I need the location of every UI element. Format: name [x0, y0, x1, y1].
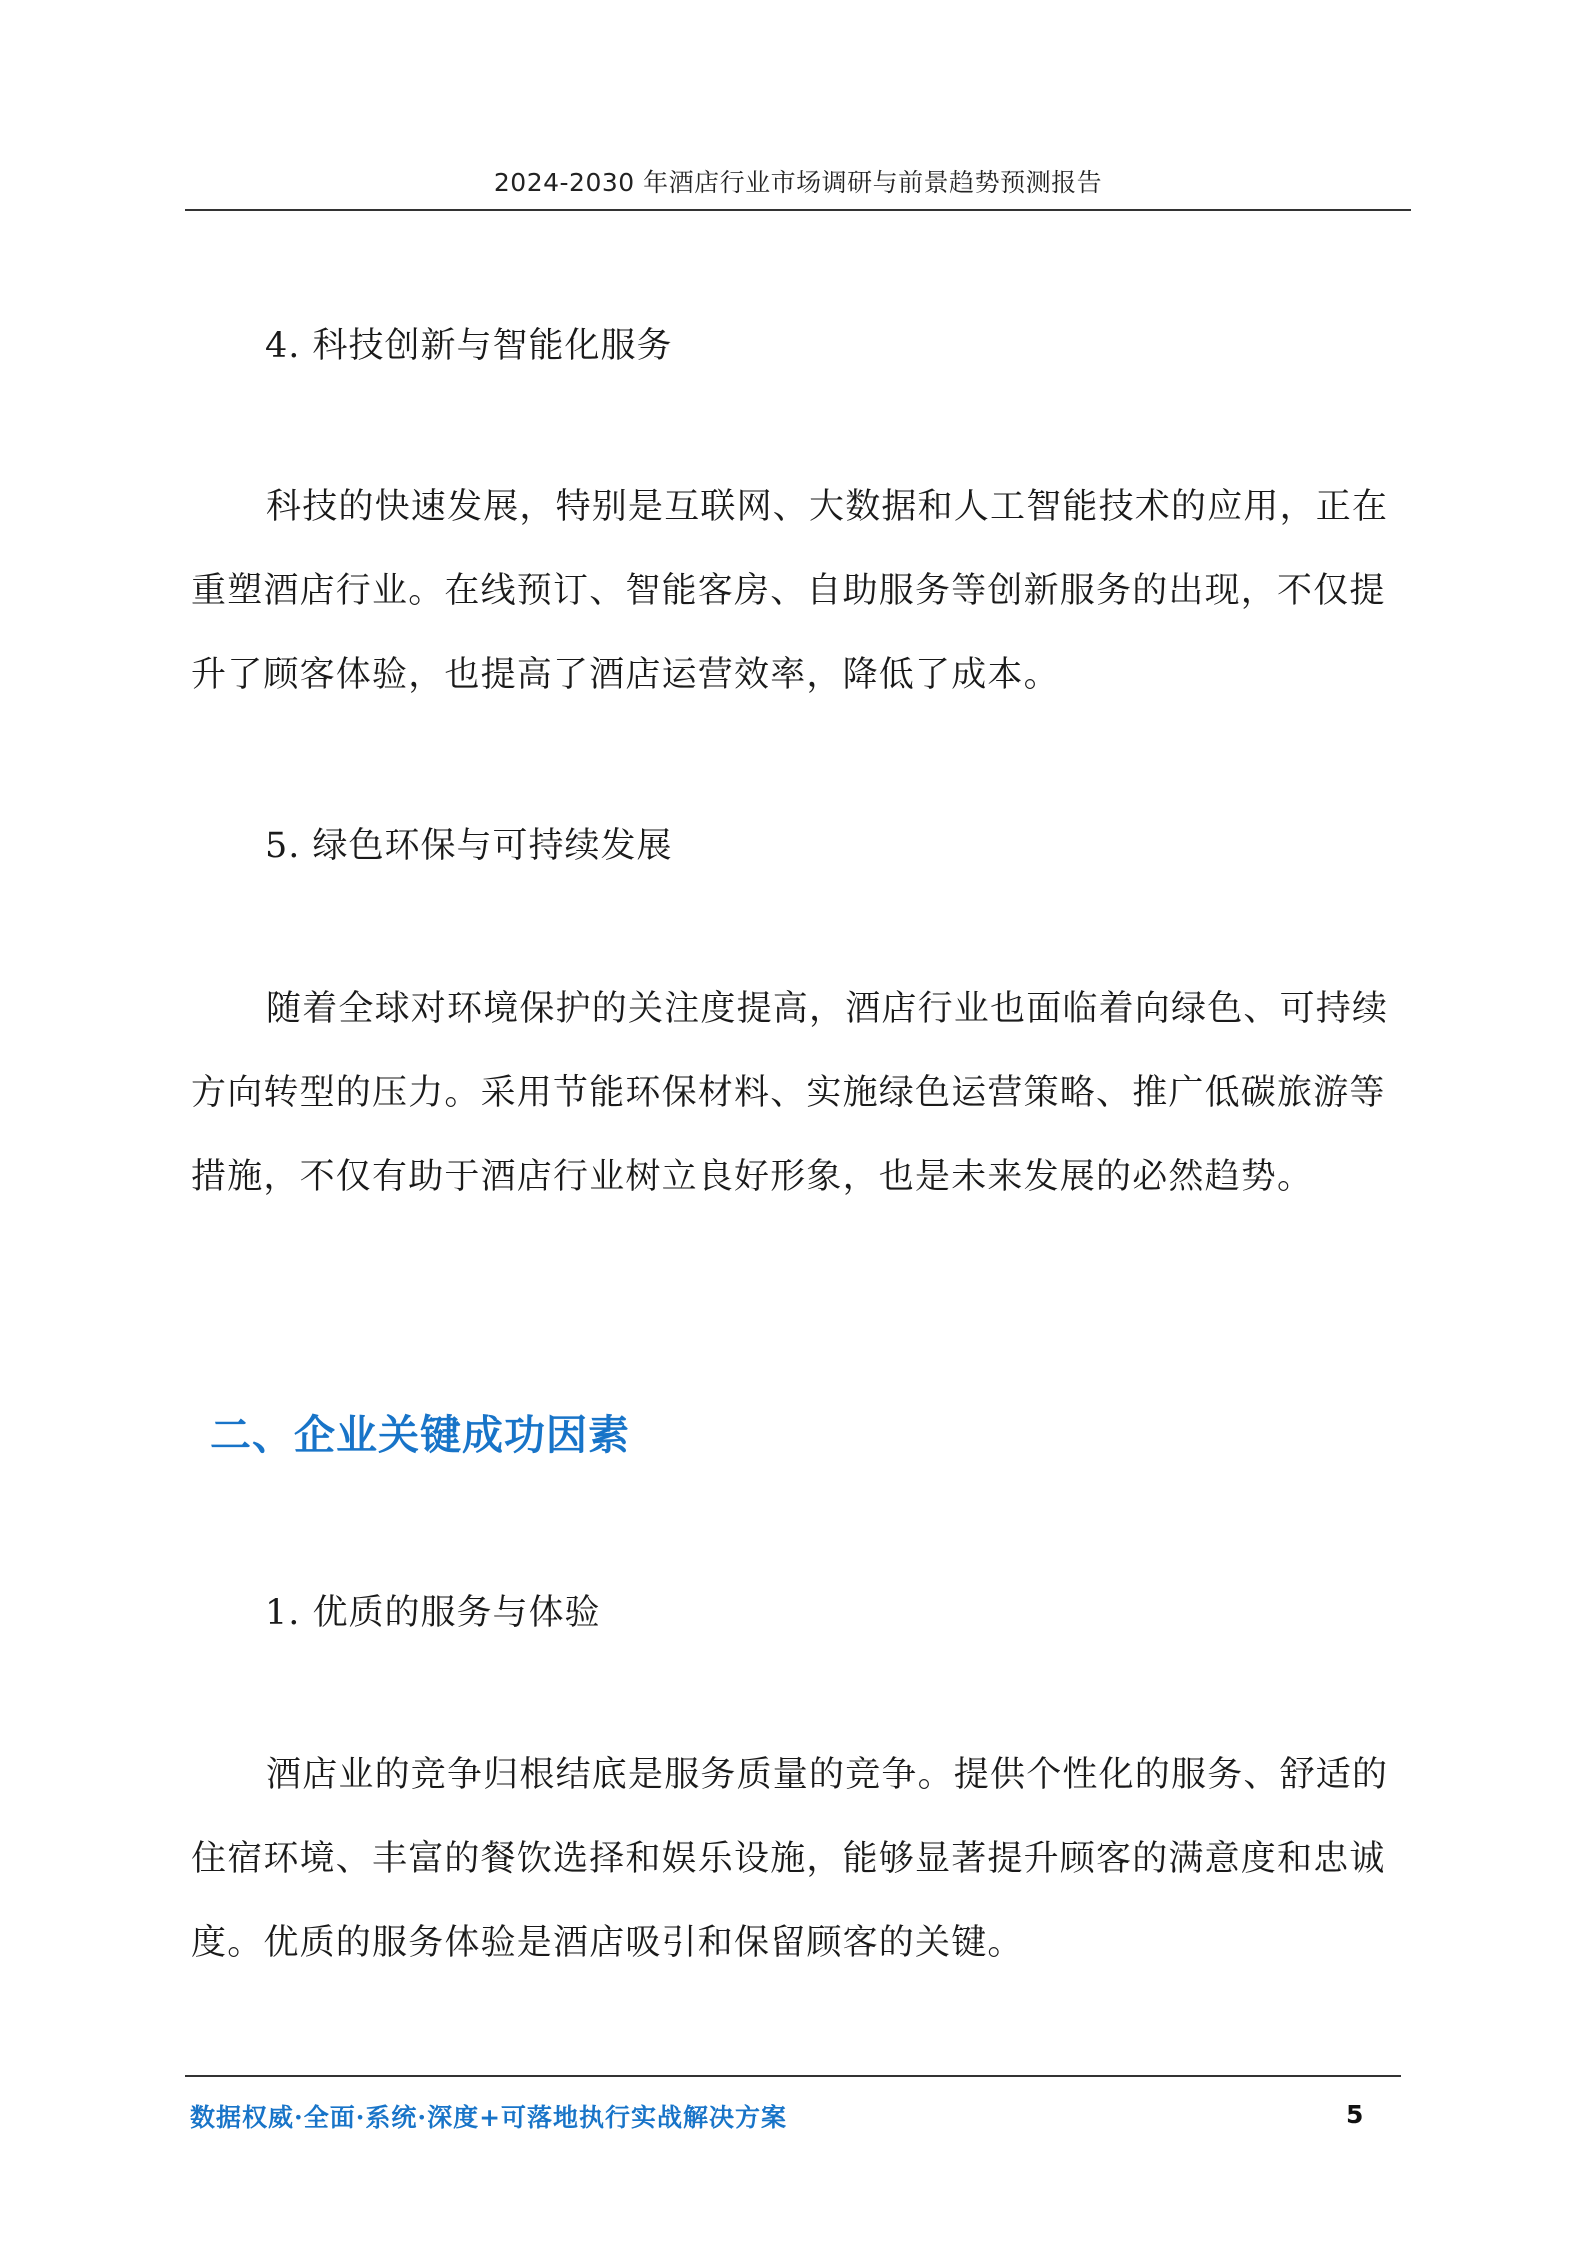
footer-divider: [185, 2075, 1401, 2077]
section-heading-2: 二、企业关键成功因素: [210, 1411, 630, 1459]
footer-slogan: 数据权威·全面·系统·深度+可落地执行实战解决方案: [190, 2103, 788, 2132]
paragraph-section2-item-1: 酒店业的竞争归根结底是服务质量的竞争。提供个性化的服务、舒适的住宿环境、丰富的餐饮选择和娱乐设施，能够显著提升顾客的满意度和忠诚度。优质的服务体验是酒店吸引和保留顾客的关键。: [191, 1755, 1389, 1963]
page-header-title: 2024-2030 年酒店行业市场调研与前景趋势预测报告: [493, 168, 1103, 197]
paragraph-item-4: 科技的快速发展，特别是互联网、大数据和人工智能技术的应用，正在重塑酒店行业。在线预订、智能客房、自助服务等创新服务的出现，不仅提升了顾客体验，也提高了酒店运营效率，降低了成本。: [191, 487, 1389, 695]
subheading-section2-item-1: 1. 优质的服务与体验: [265, 1593, 601, 1633]
subheading-item-4: 4. 科技创新与智能化服务: [265, 326, 673, 366]
header-divider: [185, 209, 1411, 211]
page-number: 5: [1346, 2100, 1364, 2129]
paragraph-item-5: 随着全球对环境保护的关注度提高，酒店行业也面临着向绿色、可持续方向转型的压力。采用节能环保材料、实施绿色运营策略、推广低碳旅游等措施，不仅有助于酒店行业树立良好形象，也是未来发展的必然趋势。: [191, 989, 1389, 1197]
subheading-item-5: 5. 绿色环保与可持续发展: [265, 826, 673, 866]
